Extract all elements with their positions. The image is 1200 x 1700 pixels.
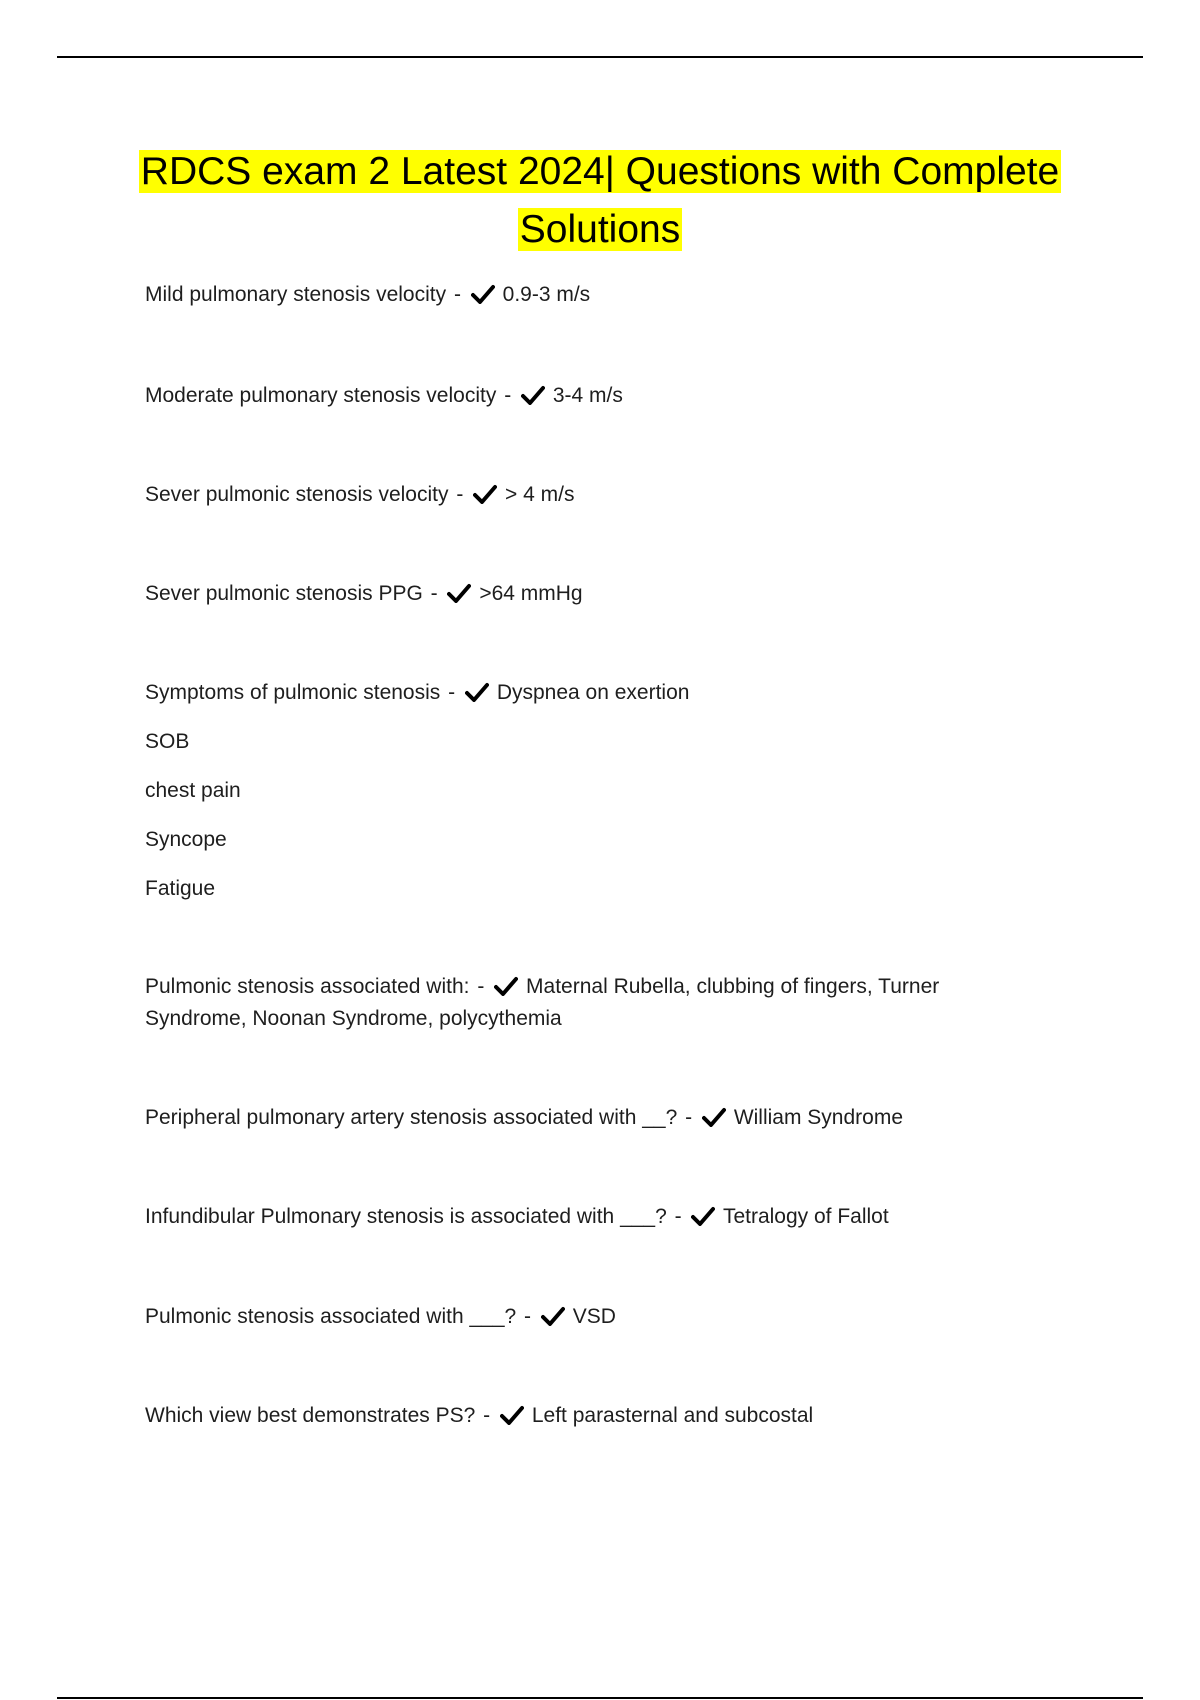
separator: - — [504, 384, 512, 407]
answer-text: William Syndrome — [733, 1106, 904, 1129]
question-text: Sever pulmonic stenosis velocity — [145, 483, 449, 506]
checkmark-icon — [447, 583, 471, 603]
answer-text: VSD — [572, 1305, 616, 1328]
qa-item — [145, 279, 1085, 311]
separator: - — [524, 1305, 532, 1328]
answer-text: > 4 m/s — [505, 483, 575, 506]
title-line-2: Solutions — [519, 208, 681, 251]
title-line-1: RDCS exam 2 Latest 2024| Questions with Complete — [140, 150, 1060, 193]
question-text: Which view best demonstrates PS? — [145, 1404, 476, 1427]
qa-item — [145, 677, 1085, 709]
qa-item — [145, 971, 995, 1035]
answer-line: chest pain — [145, 779, 241, 802]
checkmark-icon — [471, 284, 495, 304]
checkmark-icon — [500, 1405, 524, 1425]
question-text: Moderate pulmonary stenosis velocity — [145, 384, 497, 407]
question-text: Mild pulmonary stenosis velocity — [145, 283, 447, 306]
question-text: Symptoms of pulmonic stenosis — [145, 681, 441, 704]
separator: - — [453, 283, 461, 306]
checkmark-icon — [541, 1306, 565, 1326]
answer-line: SOB — [145, 730, 190, 753]
question-text: Infundibular Pulmonary stenosis is associated with ___? — [145, 1205, 667, 1228]
separator: - — [430, 582, 438, 605]
separator: - — [448, 681, 456, 704]
separator: - — [674, 1205, 682, 1228]
separator: - — [483, 1404, 491, 1427]
answer-text: >64 mmHg — [479, 582, 583, 605]
checkmark-icon — [521, 385, 545, 405]
checkmark-icon — [494, 976, 518, 996]
qa-item — [145, 1400, 1085, 1432]
qa-item — [145, 380, 1085, 412]
bottom-rule — [57, 1697, 1143, 1699]
qa-item — [145, 1201, 1085, 1233]
page-title — [0, 143, 1200, 259]
separator: - — [685, 1106, 693, 1129]
question-text: Peripheral pulmonary artery stenosis associated with __? — [145, 1106, 678, 1129]
qa-item — [145, 1301, 1085, 1333]
answer-line: Fatigue — [145, 877, 216, 900]
separator: - — [477, 975, 485, 998]
checkmark-icon — [702, 1107, 726, 1127]
question-text: Sever pulmonic stenosis PPG — [145, 582, 423, 605]
checkmark-icon — [473, 484, 497, 504]
question-text: Pulmonic stenosis associated with ___? — [145, 1305, 517, 1328]
answer-text: Left parasternal and subcostal — [531, 1404, 814, 1427]
answer-line: Syncope — [145, 828, 227, 851]
qa-item — [145, 578, 1085, 610]
separator: - — [456, 483, 464, 506]
checkmark-icon — [465, 682, 489, 702]
answer-text: Maternal Rubella, clubbing of fingers, Turner Syndrome, Noonan Syndrome, polycythemia — [145, 975, 940, 1030]
answer-text: Tetralogy of Fallot — [722, 1205, 889, 1228]
answer-text: 0.9-3 m/s — [502, 283, 591, 306]
qa-item — [145, 479, 1085, 511]
question-text: Pulmonic stenosis associated with: — [145, 975, 470, 998]
top-rule — [57, 56, 1143, 58]
answer-text: Dyspnea on exertion — [496, 681, 690, 704]
qa-item — [145, 1102, 1085, 1134]
checkmark-icon — [691, 1206, 715, 1226]
answer-text: 3-4 m/s — [552, 384, 623, 407]
